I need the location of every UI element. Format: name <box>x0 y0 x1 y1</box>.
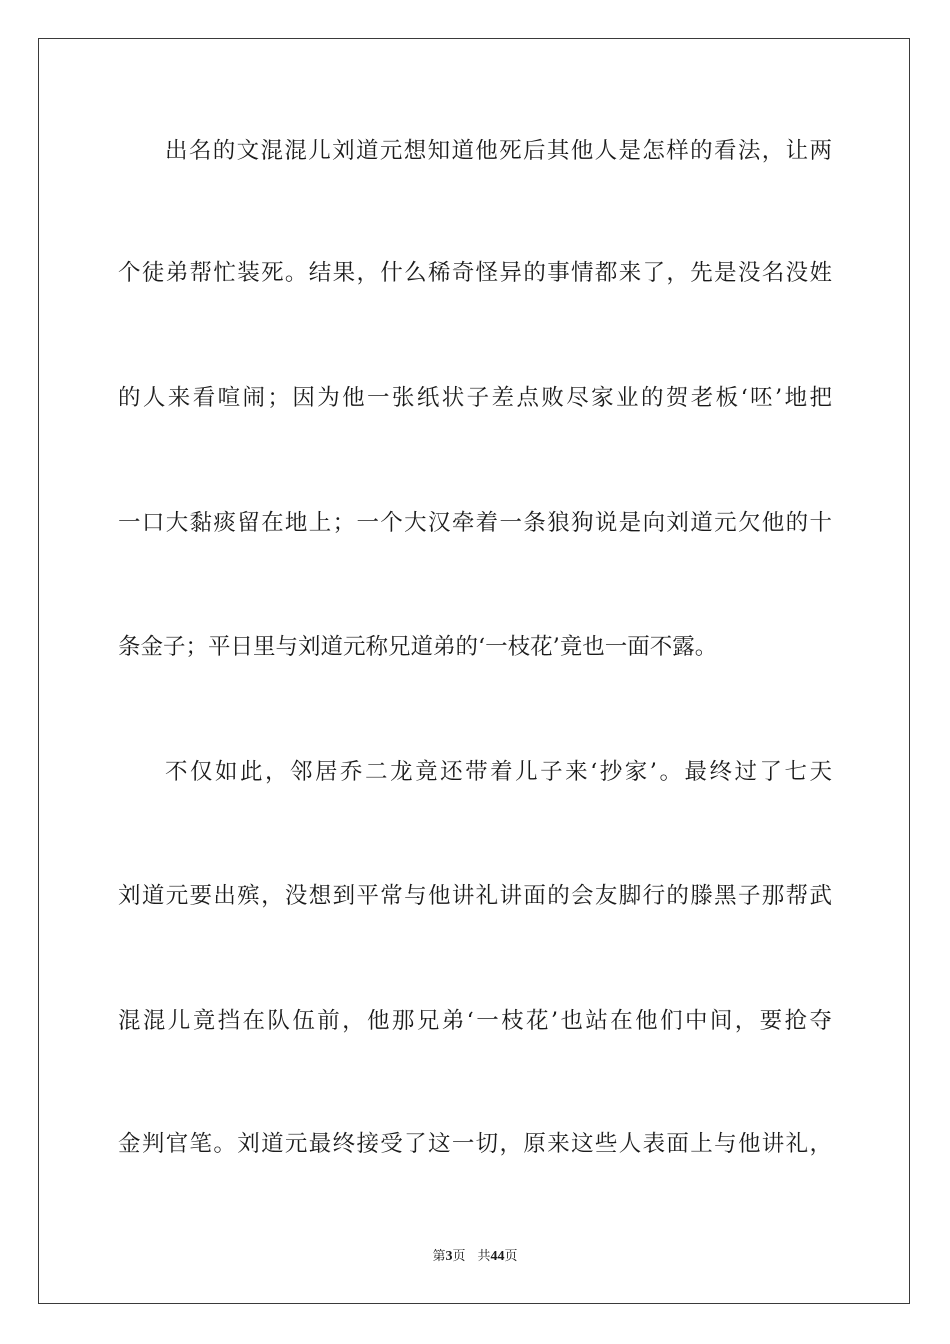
total-pages: 44 <box>490 1249 505 1264</box>
text-line: 刘道元要出殡，没想到平常与他讲礼讲面的会友脚行的滕黑子那帮武 <box>118 883 832 909</box>
text-line: 不仅如此，邻居乔二龙竟还带着儿子来‘抄家’。最终过了七天 <box>165 759 832 785</box>
text-line: 的人来看喧闹；因为他一张纸状子差点败尽家业的贺老板‘呸’地把 <box>118 385 832 411</box>
text-line: 条金子；平日里与刘道元称兄道弟的‘一枝花’竟也一面不露。 <box>118 634 718 660</box>
page-suffix: 页 <box>452 1249 466 1264</box>
page-prefix: 第 <box>432 1249 446 1264</box>
text-line: 个徒弟帮忙装死。结果，什么稀奇怪异的事情都来了，先是没名没姓 <box>118 260 832 286</box>
text-line: 一口大黏痰留在地上；一个大汉牵着一条狼狗说是向刘道元欠他的十 <box>118 510 832 536</box>
text-line: 混混儿竟挡在队伍前，他那兄弟‘一枝花’也站在他们中间，要抢夺 <box>118 1008 832 1034</box>
total-suffix: 页 <box>504 1249 518 1264</box>
text-line: 出名的文混混儿刘道元想知道他死后其他人是怎样的看法，让两 <box>165 138 832 164</box>
page-border <box>38 38 910 1304</box>
page-number: 3 <box>445 1249 453 1264</box>
total-prefix: 共 <box>477 1249 491 1264</box>
text-line: 金判官笔。刘道元最终接受了这一切，原来这些人表面上与他讲礼， <box>118 1131 832 1157</box>
page-footer <box>0 1245 950 1265</box>
